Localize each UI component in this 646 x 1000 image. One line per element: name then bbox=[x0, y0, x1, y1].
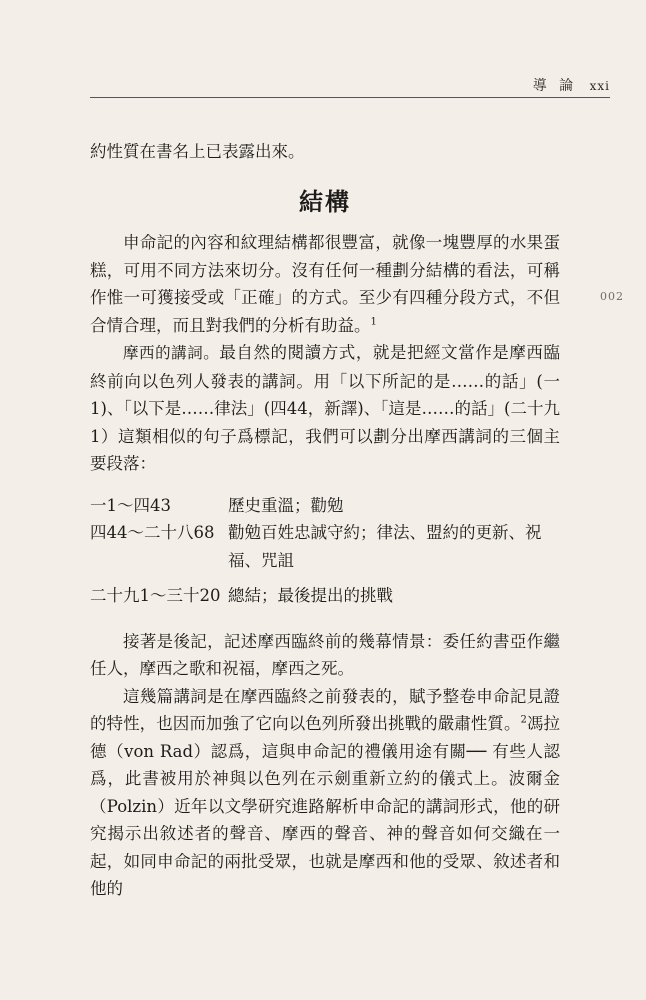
paragraph-text: 最自然的閱讀方式，就是把經文當作是摩西臨終前向以色列人發表的講詞。用「以下所記的是……的話」(一1)、「以下是……律法」(四44，新譯)、「這是……的話」(二十九1）這類相似的句子爲標記，我們可以劃分出摩西講詞的三個主要段落： bbox=[90, 343, 560, 473]
outline-row bbox=[90, 582, 560, 610]
paragraph-text: 申命記的內容和紋理結構都很豐富，就像一塊豐厚的水果蛋糕，可用不同方法來切分。沒有任何一種劃分結構的看法，可稱作惟一可獲接受或「正確」的方式。至少有四種分段方式，不但合情合理，而且對我們的分析有助益。 bbox=[90, 233, 560, 335]
running-header-title: 導 論 bbox=[532, 78, 578, 94]
paragraph-label: 摩西的講詞。 bbox=[123, 344, 220, 362]
paragraph-testimony bbox=[90, 683, 560, 903]
outline-ref: 四44～二十八68 bbox=[90, 523, 215, 542]
page-number: xxi bbox=[589, 79, 610, 93]
outline-desc: 歷史重溫；勸勉 bbox=[228, 495, 344, 515]
running-header bbox=[533, 75, 610, 95]
paragraph-epilogue: 接著是後記，記述摩西臨終前的幾幕情景：委任約書亞作繼任人，摩西之歌和祝福，摩西之死。 bbox=[90, 631, 560, 678]
footnote-ref: 2 bbox=[520, 714, 527, 726]
outline-row bbox=[90, 492, 560, 520]
paragraph-text: 這幾篇講詞是在摩西臨終之前發表的，賦予整卷申命記見證的特性，也因而加強了它向以色列所發出挑戰的嚴肅性質。 bbox=[90, 686, 560, 733]
outline-row bbox=[90, 519, 560, 574]
outline-desc: 勸勉百姓忠誠守約；律法、盟約的更新、祝福、咒詛 bbox=[228, 523, 542, 570]
paragraph-text: 馮拉德（von Rad）認爲，這與申命記的禮儀用途有關── 有些人認爲，此書被用於神與以色列在示劍重新立約的儀式上。波爾金（Polzin）近年以文學研究進路解析申命記的講詞形式，他的研究揭示出敘述者的聲音、摩西的聲音、神的聲音如何交織在一起，如同申命記的兩批受眾，也就是摩西和他的受眾、敘述者和他的 bbox=[90, 714, 561, 898]
outline-desc: 總結；最後提出的挑戰 bbox=[228, 586, 393, 605]
page-body bbox=[90, 138, 560, 903]
outline-ref: 一1～四43 bbox=[90, 495, 171, 515]
footnote-ref: 1 bbox=[370, 316, 377, 327]
speech-outline bbox=[90, 492, 560, 610]
outline-ref: 二十九1～三十20 bbox=[90, 586, 221, 605]
section-heading: 結構 bbox=[299, 186, 351, 216]
header-rule bbox=[90, 97, 610, 98]
paragraph-speeches bbox=[90, 339, 560, 478]
margin-note: 002 bbox=[600, 290, 624, 303]
paragraph-structure-intro bbox=[90, 229, 560, 339]
continuation-line: 約性質在書名上已表露出來。 bbox=[90, 142, 305, 161]
